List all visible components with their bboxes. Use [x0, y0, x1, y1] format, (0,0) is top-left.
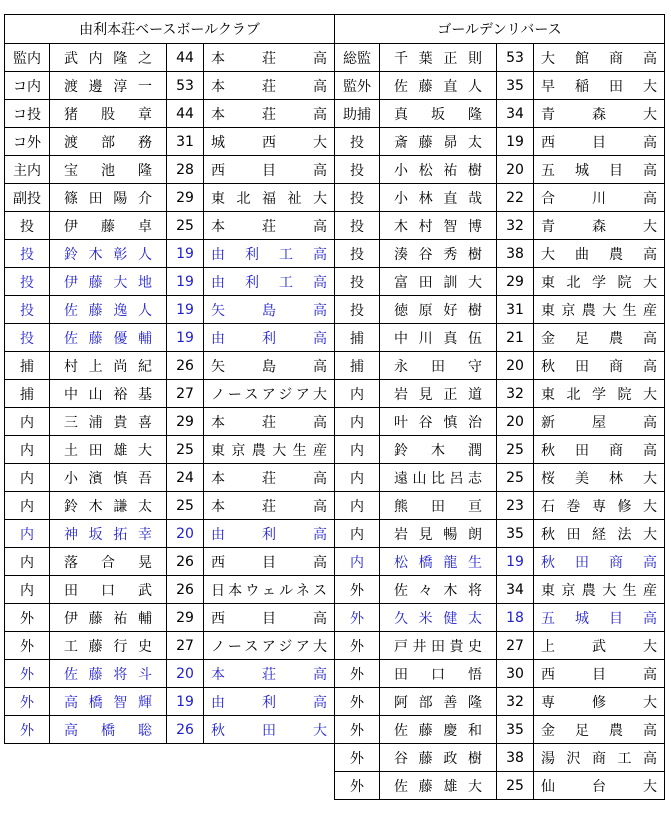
age-cell: 20 — [497, 408, 534, 436]
table-row — [335, 240, 665, 268]
table-row — [335, 352, 665, 380]
table-row — [335, 688, 665, 716]
position-cell: 内 — [335, 492, 380, 520]
school-cell: 本荘高 — [204, 464, 335, 492]
table-row — [5, 156, 335, 184]
age-cell: 27 — [167, 632, 204, 660]
player-name-cell: 神坂拓幸 — [50, 520, 167, 548]
school-cell: 東京農大生産 — [204, 436, 335, 464]
player-name-cell: 宝池隆 — [50, 156, 167, 184]
age-cell: 32 — [497, 688, 534, 716]
school-cell: 東北学院大 — [534, 380, 665, 408]
player-name-cell: 遠山比呂志 — [380, 464, 497, 492]
age-cell: 31 — [497, 296, 534, 324]
table-row — [335, 716, 665, 744]
school-cell: 西目高 — [534, 128, 665, 156]
age-cell: 20 — [497, 156, 534, 184]
table-row — [5, 716, 335, 744]
player-name-cell: 佐藤優輔 — [50, 324, 167, 352]
school-cell: 金足農高 — [534, 324, 665, 352]
position-cell: 内 — [5, 548, 50, 576]
position-cell: 内 — [5, 576, 50, 604]
age-cell: 29 — [497, 268, 534, 296]
table-row — [335, 436, 665, 464]
player-name-cell: 渡部務 — [50, 128, 167, 156]
age-cell: 26 — [167, 352, 204, 380]
player-name-cell: 徳原好樹 — [380, 296, 497, 324]
player-name-cell: 富田訓大 — [380, 268, 497, 296]
table-row — [335, 660, 665, 688]
position-cell: 捕 — [335, 352, 380, 380]
school-cell: 新屋高 — [534, 408, 665, 436]
table-row — [5, 408, 335, 436]
table-row — [5, 296, 335, 324]
position-cell: 監内 — [5, 44, 50, 72]
player-name-cell: 中山裕基 — [50, 380, 167, 408]
player-name-cell: 落合晃 — [50, 548, 167, 576]
school-cell: 東北福祉大 — [204, 184, 335, 212]
age-cell: 32 — [497, 212, 534, 240]
school-cell: 矢島高 — [204, 296, 335, 324]
age-cell: 53 — [497, 44, 534, 72]
player-name-cell: 谷藤政樹 — [380, 744, 497, 772]
position-cell: 内 — [335, 464, 380, 492]
table-row — [335, 492, 665, 520]
position-cell: 投 — [335, 128, 380, 156]
player-name-cell: 小濱慎吾 — [50, 464, 167, 492]
table-row — [5, 324, 335, 352]
age-cell: 20 — [497, 352, 534, 380]
position-cell: 投 — [335, 184, 380, 212]
table-row — [5, 436, 335, 464]
player-name-cell: 猪股章 — [50, 100, 167, 128]
position-cell: 外 — [335, 744, 380, 772]
position-cell: 投 — [5, 212, 50, 240]
position-cell: 内 — [5, 464, 50, 492]
table-row — [335, 380, 665, 408]
age-cell: 35 — [497, 520, 534, 548]
age-cell: 20 — [167, 660, 204, 688]
age-cell: 25 — [167, 212, 204, 240]
table-row — [335, 772, 665, 800]
table-row — [5, 184, 335, 212]
position-cell: 捕 — [5, 380, 50, 408]
school-cell: 本荘高 — [204, 408, 335, 436]
player-name-cell: 小松祐樹 — [380, 156, 497, 184]
player-name-cell: 熊田亘 — [380, 492, 497, 520]
age-cell: 23 — [497, 492, 534, 520]
table-row — [5, 604, 335, 632]
school-cell: 日本ウェルネス — [204, 576, 335, 604]
table-row — [5, 352, 335, 380]
school-cell: 上武大 — [534, 632, 665, 660]
team-title: 由利本荘ベースボールクラブ — [5, 15, 335, 44]
player-name-cell: 渡邊淳一 — [50, 72, 167, 100]
school-cell: 東京農大生産 — [534, 576, 665, 604]
table-row — [5, 660, 335, 688]
player-name-cell: 土田雄大 — [50, 436, 167, 464]
position-cell: 内 — [335, 548, 380, 576]
roster-table — [334, 14, 665, 800]
school-cell: 青森大 — [534, 100, 665, 128]
age-cell: 27 — [167, 380, 204, 408]
school-cell: ノースアジア大 — [204, 632, 335, 660]
table-row — [335, 744, 665, 772]
position-cell: 内 — [335, 380, 380, 408]
position-cell: 投 — [335, 296, 380, 324]
school-cell: 由利高 — [204, 520, 335, 548]
school-cell: 仙台大 — [534, 772, 665, 800]
position-cell: 投 — [335, 156, 380, 184]
age-cell: 20 — [167, 520, 204, 548]
age-cell: 34 — [497, 100, 534, 128]
age-cell: 29 — [167, 604, 204, 632]
table-row — [335, 296, 665, 324]
school-cell: 青森大 — [534, 212, 665, 240]
player-name-cell: 伊藤大地 — [50, 268, 167, 296]
school-cell: 東北学院大 — [534, 268, 665, 296]
position-cell: 外 — [335, 576, 380, 604]
school-cell: 秋田商高 — [534, 548, 665, 576]
position-cell: 主内 — [5, 156, 50, 184]
age-cell: 19 — [167, 296, 204, 324]
school-cell: 五城目高 — [534, 156, 665, 184]
age-cell: 25 — [167, 436, 204, 464]
school-cell: 本荘高 — [204, 100, 335, 128]
school-cell: 金足農高 — [534, 716, 665, 744]
player-name-cell: 阿部善隆 — [380, 688, 497, 716]
age-cell: 34 — [497, 576, 534, 604]
player-name-cell: 松橋龍生 — [380, 548, 497, 576]
table-row — [5, 576, 335, 604]
table-row — [5, 520, 335, 548]
roster-body — [5, 44, 335, 744]
table-row — [5, 688, 335, 716]
age-cell: 26 — [167, 576, 204, 604]
player-name-cell: 鈴木謙太 — [50, 492, 167, 520]
age-cell: 19 — [167, 240, 204, 268]
player-name-cell: 木村智博 — [380, 212, 497, 240]
position-cell: 捕 — [335, 324, 380, 352]
player-name-cell: 伊藤卓 — [50, 212, 167, 240]
position-cell: 内 — [5, 492, 50, 520]
position-cell: 投 — [335, 268, 380, 296]
position-cell: 捕 — [5, 352, 50, 380]
position-cell: 外 — [335, 632, 380, 660]
player-name-cell: 佐藤逸人 — [50, 296, 167, 324]
age-cell: 35 — [497, 72, 534, 100]
player-name-cell: 真坂隆 — [380, 100, 497, 128]
age-cell: 38 — [497, 744, 534, 772]
school-cell: 西目高 — [204, 156, 335, 184]
position-cell: 外 — [335, 716, 380, 744]
table-row — [335, 520, 665, 548]
school-cell: 西目高 — [534, 660, 665, 688]
position-cell: 投 — [5, 240, 50, 268]
table-row — [5, 492, 335, 520]
table-row — [335, 268, 665, 296]
age-cell: 19 — [497, 548, 534, 576]
school-cell: 大曲農高 — [534, 240, 665, 268]
position-cell: コ外 — [5, 128, 50, 156]
player-name-cell: 高橋智輝 — [50, 688, 167, 716]
position-cell: 外 — [335, 688, 380, 716]
table-row — [335, 184, 665, 212]
position-cell: 内 — [335, 436, 380, 464]
school-cell: 西目高 — [204, 604, 335, 632]
player-name-cell: 久米健太 — [380, 604, 497, 632]
age-cell: 25 — [497, 436, 534, 464]
player-name-cell: 永田守 — [380, 352, 497, 380]
position-cell: 外 — [5, 716, 50, 744]
position-cell: 外 — [335, 660, 380, 688]
position-cell: 投 — [5, 296, 50, 324]
school-cell: 秋田大 — [204, 716, 335, 744]
table-row — [5, 100, 335, 128]
position-cell: 投 — [5, 324, 50, 352]
school-cell: 由利高 — [204, 688, 335, 716]
table-row — [335, 576, 665, 604]
player-name-cell: 斎藤昴太 — [380, 128, 497, 156]
table-row — [5, 128, 335, 156]
player-name-cell: 篠田陽介 — [50, 184, 167, 212]
age-cell: 53 — [167, 72, 204, 100]
position-cell: 副投 — [5, 184, 50, 212]
table-row — [5, 44, 335, 72]
position-cell: 外 — [5, 688, 50, 716]
age-cell: 24 — [167, 464, 204, 492]
school-cell: 秋田商高 — [534, 352, 665, 380]
position-cell: 外 — [5, 660, 50, 688]
table-row — [335, 128, 665, 156]
age-cell: 19 — [167, 268, 204, 296]
player-name-cell: 田口武 — [50, 576, 167, 604]
school-cell: 東京農大生産 — [534, 296, 665, 324]
age-cell: 25 — [497, 772, 534, 800]
position-cell: 投 — [335, 212, 380, 240]
table-row — [5, 548, 335, 576]
player-name-cell: 鈴木潤 — [380, 436, 497, 464]
player-name-cell: 岩見暢朗 — [380, 520, 497, 548]
player-name-cell: 武内隆之 — [50, 44, 167, 72]
school-cell: ノースアジア大 — [204, 380, 335, 408]
age-cell: 29 — [167, 408, 204, 436]
table-row — [335, 548, 665, 576]
position-cell: 投 — [335, 240, 380, 268]
age-cell: 44 — [167, 100, 204, 128]
table-row — [5, 464, 335, 492]
age-cell: 18 — [497, 604, 534, 632]
player-name-cell: 三浦貴喜 — [50, 408, 167, 436]
school-cell: 由利工高 — [204, 240, 335, 268]
player-name-cell: 小林直哉 — [380, 184, 497, 212]
age-cell: 31 — [167, 128, 204, 156]
team-roster-left — [4, 14, 335, 744]
roster-table — [4, 14, 335, 744]
age-cell: 19 — [167, 324, 204, 352]
position-cell: 外 — [5, 604, 50, 632]
table-row — [335, 72, 665, 100]
player-name-cell: 田口悟 — [380, 660, 497, 688]
table-row — [5, 212, 335, 240]
table-row — [5, 632, 335, 660]
position-cell: 投 — [5, 268, 50, 296]
school-cell: 大館商高 — [534, 44, 665, 72]
age-cell: 27 — [497, 632, 534, 660]
position-cell: 内 — [5, 408, 50, 436]
age-cell: 32 — [497, 380, 534, 408]
age-cell: 44 — [167, 44, 204, 72]
table-row — [5, 268, 335, 296]
school-cell: 由利工高 — [204, 268, 335, 296]
table-row — [5, 72, 335, 100]
table-row — [335, 100, 665, 128]
table-row — [5, 380, 335, 408]
age-cell: 29 — [167, 184, 204, 212]
school-cell: 本荘高 — [204, 72, 335, 100]
player-name-cell: 佐藤慶和 — [380, 716, 497, 744]
table-row — [335, 212, 665, 240]
player-name-cell: 工藤行史 — [50, 632, 167, 660]
player-name-cell: 伊藤祐輔 — [50, 604, 167, 632]
age-cell: 22 — [497, 184, 534, 212]
player-name-cell: 戸井田貴史 — [380, 632, 497, 660]
school-cell: 城西大 — [204, 128, 335, 156]
table-row — [335, 604, 665, 632]
age-cell: 26 — [167, 548, 204, 576]
school-cell: 石巻専修大 — [534, 492, 665, 520]
position-cell: 内 — [5, 520, 50, 548]
age-cell: 38 — [497, 240, 534, 268]
player-name-cell: 叶谷慎治 — [380, 408, 497, 436]
table-row — [335, 44, 665, 72]
age-cell: 35 — [497, 716, 534, 744]
player-name-cell: 千葉正則 — [380, 44, 497, 72]
position-cell: 内 — [335, 408, 380, 436]
school-cell: 秋田商高 — [534, 436, 665, 464]
school-cell: 桜美林大 — [534, 464, 665, 492]
table-row — [5, 240, 335, 268]
school-cell: 早稲田大 — [534, 72, 665, 100]
position-cell: 外 — [335, 604, 380, 632]
age-cell: 30 — [497, 660, 534, 688]
roster-body — [335, 44, 665, 800]
player-name-cell: 佐藤将斗 — [50, 660, 167, 688]
player-name-cell: 岩見正道 — [380, 380, 497, 408]
position-cell: 内 — [335, 520, 380, 548]
school-cell: 由利高 — [204, 324, 335, 352]
player-name-cell: 高橋聡 — [50, 716, 167, 744]
team-roster-right — [334, 14, 665, 800]
school-cell: 専修大 — [534, 688, 665, 716]
school-cell: 本荘高 — [204, 492, 335, 520]
age-cell: 28 — [167, 156, 204, 184]
age-cell: 21 — [497, 324, 534, 352]
school-cell: 西目高 — [204, 548, 335, 576]
position-cell: 外 — [5, 632, 50, 660]
position-cell: 外 — [335, 772, 380, 800]
position-cell: 総監 — [335, 44, 380, 72]
school-cell: 合川高 — [534, 184, 665, 212]
player-name-cell: 湊谷秀樹 — [380, 240, 497, 268]
school-cell: 本荘高 — [204, 660, 335, 688]
player-name-cell: 村上尚紀 — [50, 352, 167, 380]
player-name-cell: 佐々木将 — [380, 576, 497, 604]
age-cell: 25 — [167, 492, 204, 520]
player-name-cell: 中川真伍 — [380, 324, 497, 352]
player-name-cell: 鈴木彰人 — [50, 240, 167, 268]
age-cell: 26 — [167, 716, 204, 744]
team-title: ゴールデンリバース — [335, 15, 665, 44]
school-cell: 本荘高 — [204, 212, 335, 240]
table-row — [335, 156, 665, 184]
school-cell: 本荘高 — [204, 44, 335, 72]
player-name-cell: 佐藤雄大 — [380, 772, 497, 800]
position-cell: コ内 — [5, 72, 50, 100]
school-cell: 湯沢商工高 — [534, 744, 665, 772]
age-cell: 25 — [497, 464, 534, 492]
table-row — [335, 464, 665, 492]
table-row — [335, 632, 665, 660]
school-cell: 矢島高 — [204, 352, 335, 380]
school-cell: 秋田経法大 — [534, 520, 665, 548]
position-cell: 内 — [5, 436, 50, 464]
player-name-cell: 佐藤直人 — [380, 72, 497, 100]
school-cell: 五城目高 — [534, 604, 665, 632]
age-cell: 19 — [497, 128, 534, 156]
position-cell: 監外 — [335, 72, 380, 100]
table-row — [335, 324, 665, 352]
position-cell: コ投 — [5, 100, 50, 128]
age-cell: 19 — [167, 688, 204, 716]
table-row — [335, 408, 665, 436]
position-cell: 助捕 — [335, 100, 380, 128]
